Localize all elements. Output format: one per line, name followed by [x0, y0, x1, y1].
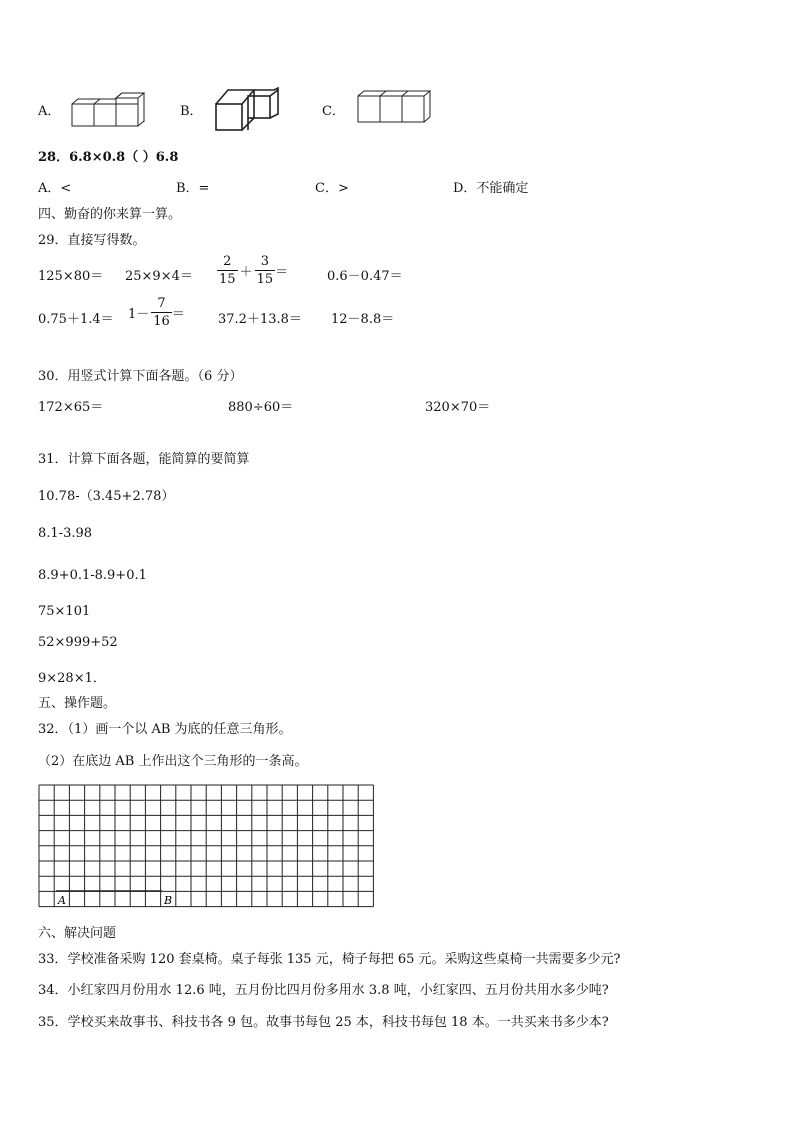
q29-fraction-sum: [217, 255, 288, 286]
frac-denominator: 16: [153, 314, 170, 329]
cube-figure-c-icon: [356, 88, 436, 126]
q31-item-1: 10.78-（3.45+2.78）: [38, 489, 175, 504]
question-33: 33．学校准备采购 120 套桌椅。桌子每张 135 元，椅子每把 65 元。采购这些桌椅一共需要多少元?: [38, 952, 621, 967]
q31-item-5: 52×999+52: [38, 635, 118, 650]
question-29-stem: 29．直接写得数。: [38, 233, 146, 248]
q31-item-2: 8.1-3.98: [38, 526, 93, 541]
q28-option-b: B．=: [176, 181, 210, 196]
q28-option-a: A．<: [38, 181, 72, 196]
point-a-label: A: [58, 894, 66, 907]
q29-item-7: 37.2＋13.8＝: [218, 312, 302, 327]
section-4-heading: 四、勤奋的你来算一算。: [38, 207, 182, 222]
drawing-grid[interactable]: [38, 784, 374, 912]
point-b-label: B: [164, 894, 173, 907]
fraction-3-15: [255, 255, 276, 286]
q29-item-1: 125×80＝: [38, 269, 104, 284]
section-6-heading: 六、解决问题: [38, 926, 117, 941]
q28-option-d: D．不能确定: [453, 181, 529, 196]
q31-item-3: 8.9+0.1-8.9+0.1: [38, 568, 147, 583]
q30-item-2: 880÷60＝: [228, 400, 294, 415]
q31-item-6: 9×28×1．: [38, 671, 106, 686]
equals-sign: ＝: [275, 265, 289, 280]
frac-numerator: 7: [157, 296, 166, 311]
q30-item-1: 172×65＝: [38, 400, 104, 415]
frac-denominator: 15: [256, 272, 274, 287]
question-32-part-1: 32．（1）画一个以 AB 为底的任意三角形。: [38, 722, 292, 737]
q29-fraction-diff: [128, 297, 185, 328]
one-minus: 1－: [128, 307, 150, 322]
q29-item-2: 25×9×4＝: [125, 269, 193, 284]
q30-item-3: 320×70＝: [425, 400, 491, 415]
section-5-heading: 五、操作题。: [38, 696, 117, 711]
q29-item-5: 0.75＋1.4＝: [38, 312, 114, 327]
fraction-2-15: [217, 255, 238, 286]
question-31-stem: 31．计算下面各题，能简算的要简算: [38, 452, 250, 467]
option-b-label: B．: [180, 104, 203, 119]
equals-sign: ＝: [171, 307, 185, 322]
cube-figure-b-icon: [212, 86, 284, 132]
option-a-label: A．: [38, 104, 61, 119]
q31-item-4: 75×101: [38, 604, 91, 619]
plus-sign: ＋: [239, 265, 253, 280]
question-35: 35．学校买来故事书、科技书各 9 包。故事书每包 25 本，科技书每包 18 本。一共买来书多少本?: [38, 1015, 609, 1030]
q29-item-8: 12－8.8＝: [331, 312, 395, 327]
question-32-part-2: （2）在底边 AB 上作出这个三角形的一条高。: [38, 754, 308, 769]
q28-option-c: C．>: [315, 181, 349, 196]
option-c-label: C．: [322, 104, 345, 119]
q29-item-4: 0.6－0.47＝: [327, 269, 403, 284]
question-28-stem: 28．6.8×0.8（ ）6.8: [38, 150, 179, 165]
question-30-stem: 30．用竖式计算下面各题。（6 分）: [38, 369, 243, 384]
frac-numerator: 3: [260, 254, 269, 269]
frac-denominator: 15: [219, 272, 236, 287]
fraction-7-16: [151, 297, 172, 328]
frac-numerator: 2: [223, 254, 232, 269]
question-34: 34．小红家四月份用水 12.6 吨，五月份比四月份多用水 3.8 吨，小红家四、五月份共用水多少吨?: [38, 983, 609, 998]
cube-figure-a-icon: [70, 92, 150, 130]
